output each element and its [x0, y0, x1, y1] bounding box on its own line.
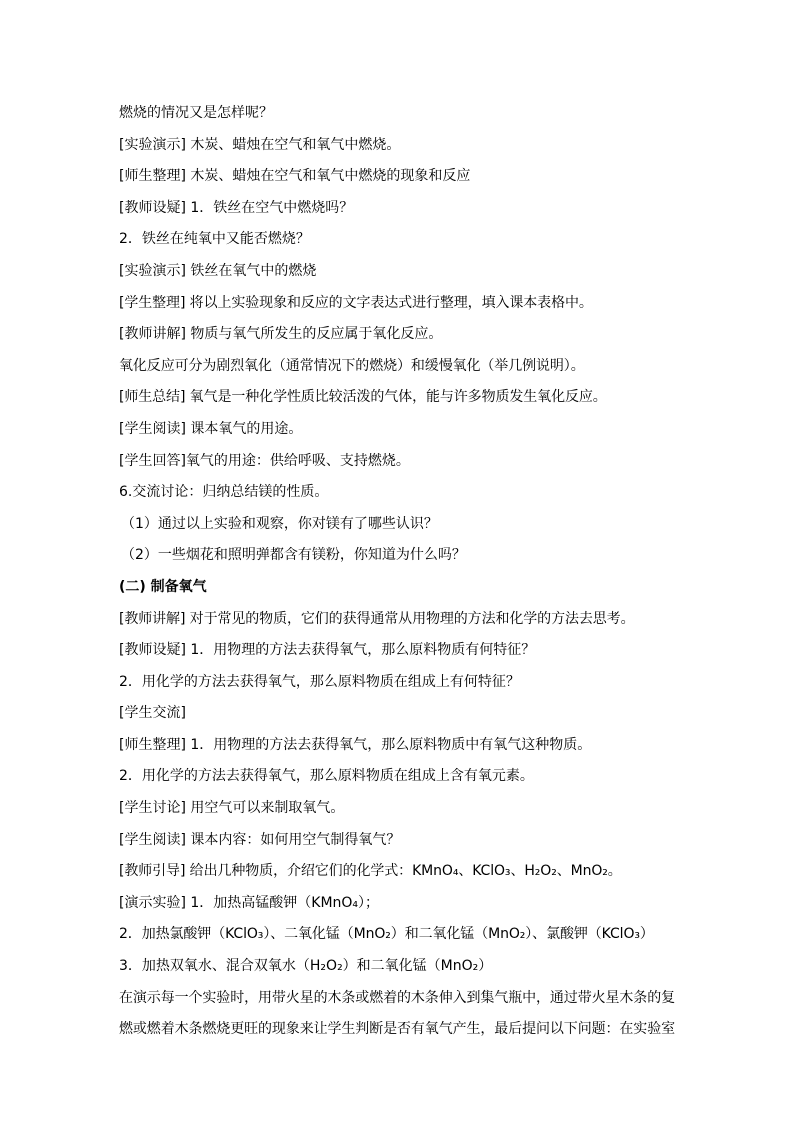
text-line: 2．加热氯酸钾（KClO₃）、二氧化锰（MnO₂）和二氧化锰（MnO₂）、氯酸钾（KClO₃） [119, 926, 654, 943]
section-heading: (二) 制备氧气 [119, 578, 207, 595]
text-line: 2．用化学的方法去获得氧气，那么原料物质在组成上含有氧元素。 [119, 768, 534, 785]
text-line: 6.交流讨论：归纳总结镁的性质。 [119, 484, 329, 501]
text-line: [实验演示] 铁丝在氧气中的燃烧 [119, 262, 317, 279]
text-line: [师生整理] 木炭、蜡烛在空气和氧气中燃烧的现象和反应 [119, 168, 471, 185]
text-line: [学生交流] [119, 705, 186, 722]
text-line: [师生整理] 1．用物理的方法去获得氧气，那么原料物质中有氧气这种物质。 [119, 736, 592, 753]
text-line: [实验演示] 木炭、蜡烛在空气和氧气中燃烧。 [119, 136, 401, 153]
text-line: 3．加热双氧水、混合双氧水（H₂O₂）和二氧化锰（MnO₂） [119, 958, 493, 975]
text-line: [教师讲解] 对于常见的物质，它们的获得通常从用物理的方法和化学的方法去思考。 [119, 610, 635, 627]
text-line: [演示实验] 1．加热高锰酸钾（KMnO₄）； [119, 894, 380, 911]
text-line: 燃烧的情况又是怎样呢？ [119, 105, 273, 121]
text-line: [学生整理] 将以上实验现象和反应的文字表达式进行整理，填入课本表格中。 [119, 294, 593, 311]
text-line: 在演示每一个实验时，用带火星的木条或燃着的木条伸入到集气瓶中，通过带火星木条的复 [119, 989, 675, 1006]
text-line: [学生阅读] 课本内容：如何用空气制得氧气？ [119, 831, 401, 848]
text-line: [学生回答]氧气的用途：供给呼吸、支持燃烧。 [119, 452, 410, 469]
text-line: 2．铁丝在纯氧中又能否燃烧？ [119, 231, 310, 248]
text-line: [教师设疑] 1．铁丝在空气中燃烧吗？ [119, 199, 354, 216]
text-line: [教师引导] 给出几种物质，介绍它们的化学式：KMnO₄、KClO₃、H₂O₂、MnO₂。 [119, 863, 622, 880]
text-line: （2）一些烟花和照明弹都含有镁粉，你知道为什么吗？ [121, 547, 466, 564]
text-line: 燃或燃着木条燃烧更旺的现象来让学生判断是否有氧气产生，最后提问以下问题：在实验室 [119, 1021, 675, 1038]
text-line: 2．用化学的方法去获得氧气，那么原料物质在组成上有何特征？ [119, 673, 520, 690]
text-line: 氧化反应可分为剧烈氧化（通常情况下的燃烧）和缓慢氧化（举几例说明）。 [119, 357, 585, 374]
text-line: [学生阅读] 课本氧气的用途。 [119, 420, 303, 437]
document-page [119, 98, 689, 1046]
text-line: [师生总结] 氧气是一种化学性质比较活泼的气体，能与许多物质发生氧化反应。 [119, 389, 607, 406]
text-line: [教师讲解] 物质与氧气所发生的反应属于氧化反应。 [119, 326, 443, 343]
text-line: [学生讨论] 用空气可以来制取氧气。 [119, 800, 345, 817]
text-line: （1）通过以上实验和观察，你对镁有了哪些认识？ [121, 515, 438, 532]
text-line: [教师设疑] 1．用物理的方法去获得氧气，那么原料物质有何特征？ [119, 642, 536, 659]
